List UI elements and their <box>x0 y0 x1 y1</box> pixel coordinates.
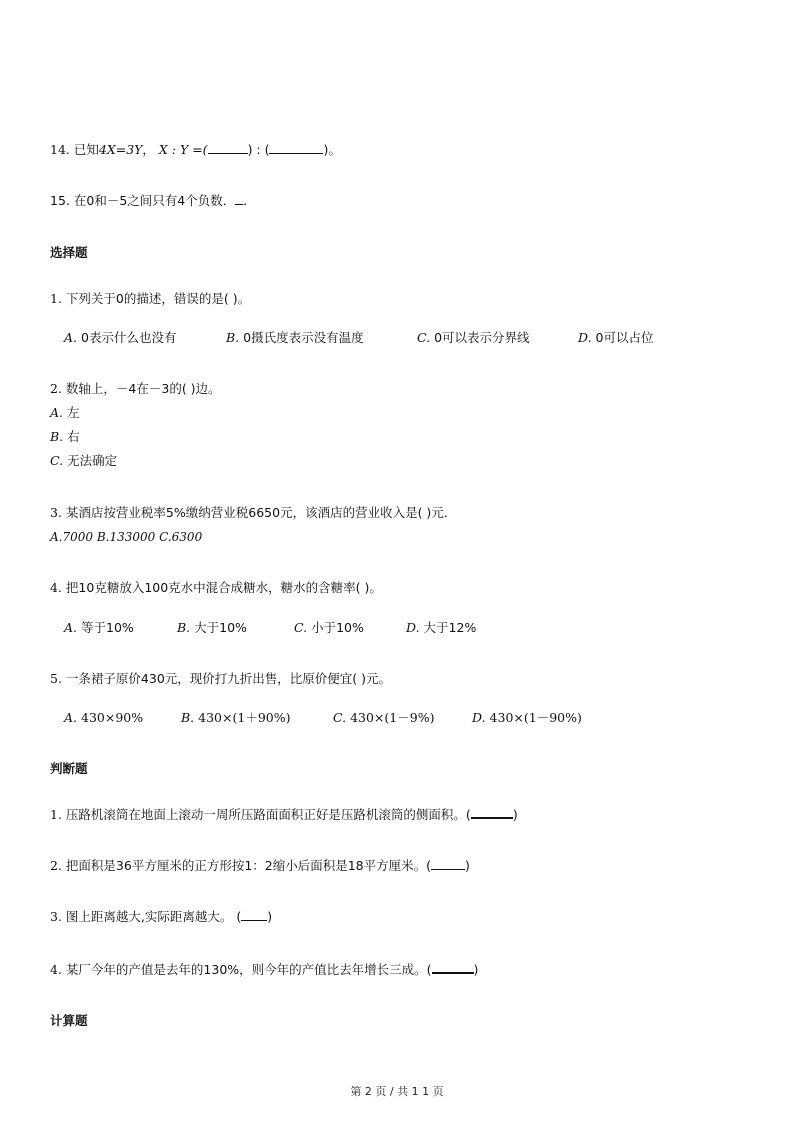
judge-question-2 <box>50 858 470 874</box>
section-title-calc: 计算题 <box>50 1013 88 1028</box>
question-text: 把10克糖放入100克水中混合成糖水，糖水的含糖率( )。 <box>65 580 382 595</box>
question-number: 1. <box>50 291 62 306</box>
choice-question-1 <box>50 291 250 307</box>
question-number: 4. <box>50 580 62 595</box>
question-number: 2. <box>50 381 62 396</box>
option-a[interactable] <box>50 405 80 421</box>
option-letter: C. <box>50 453 64 468</box>
option-text: 0可以表示分界线 <box>434 330 530 345</box>
question-text: 数轴上，－4在－3的( )边。 <box>65 381 221 396</box>
choice-question-2 <box>50 381 221 397</box>
option-text: 0表示什么也没有 <box>81 330 177 345</box>
ratio-end: )。 <box>323 142 341 157</box>
option-letter: D. <box>578 330 592 345</box>
option-text: 430×(1＋90%) <box>198 710 291 725</box>
question-end: ) <box>473 962 479 977</box>
option-text: 大于12% <box>423 620 477 635</box>
question-end: ) <box>512 807 518 822</box>
answer-blank[interactable] <box>241 909 267 921</box>
question-text: 在0和－5之间只有4个负数． <box>73 193 236 208</box>
option-text: 小于10% <box>311 620 364 635</box>
option-letter: B. <box>226 330 240 345</box>
option-text: 左 <box>67 405 80 420</box>
question-number: 14. <box>50 142 70 157</box>
option-text: 无法确定 <box>67 453 118 468</box>
question-text: 某酒店按营业税率5%缴纳营业税6650元，该酒店的营业收入是( )元． <box>65 505 457 520</box>
option-letter: A. <box>50 405 64 420</box>
answer-blank[interactable] <box>208 142 248 154</box>
option-a[interactable] <box>64 330 176 346</box>
option-text: 0摄氏度表示没有温度 <box>243 330 364 345</box>
option-d[interactable] <box>406 620 476 636</box>
question-prefix: 已知 <box>73 142 99 157</box>
question-text: 图上距离越大,实际距离越大。 ( <box>65 909 242 924</box>
answer-blank[interactable] <box>431 858 465 870</box>
option-text: 430×(1－90%) <box>489 710 582 725</box>
judge-question-4 <box>50 961 478 978</box>
option-c[interactable] <box>333 710 434 726</box>
option-letter: C. <box>417 330 431 345</box>
option-letter: B. <box>181 710 195 725</box>
section-title-choice: 选择题 <box>50 245 88 260</box>
option-d[interactable] <box>578 330 654 346</box>
question-number: 3. <box>50 909 62 924</box>
ratio-mid: ) : ( <box>247 142 270 157</box>
question-number: 3. <box>50 505 62 520</box>
judge-question-3 <box>50 909 272 925</box>
option-letter: A. <box>64 620 78 635</box>
option-text: 430×90% <box>81 710 144 725</box>
question-number: 15. <box>50 193 70 208</box>
question-number: 4. <box>50 962 62 977</box>
choice-question-5 <box>50 671 391 687</box>
option-b[interactable] <box>226 330 364 346</box>
answer-blank[interactable] <box>471 806 513 819</box>
section-title-judge: 判断题 <box>50 761 88 776</box>
question-number: 2. <box>50 858 62 873</box>
answer-blank[interactable] <box>432 961 474 974</box>
question-number: 1. <box>50 807 62 822</box>
option-text: 等于10% <box>81 620 134 635</box>
option-letter: A. <box>64 710 78 725</box>
option-text: 0可以占位 <box>595 330 654 345</box>
ratio-label: X : Y =( <box>158 142 208 157</box>
option-b[interactable] <box>181 710 290 726</box>
question-text: 把面积是36平方厘米的正方形按1：2缩小后面积是18平方厘米。( <box>65 858 432 873</box>
question-text: 压路机滚筒在地面上滚动一周所压路面面积正好是压路机滚筒的侧面积。( <box>65 807 471 822</box>
separator: ， <box>142 142 155 157</box>
option-c[interactable] <box>417 330 530 346</box>
option-a[interactable] <box>64 710 143 726</box>
page-footer: 第 2 页 / 共 1 1 页 <box>350 1085 444 1098</box>
option-letter: C. <box>333 710 347 725</box>
option-d[interactable] <box>472 710 582 726</box>
answer-blank[interactable] <box>269 142 323 154</box>
option-letter: D. <box>472 710 486 725</box>
question-text: 下列关于0的描述，错误的是( )。 <box>65 291 251 306</box>
option-letter: D. <box>406 620 420 635</box>
option-a[interactable] <box>64 620 134 636</box>
choice-question-4 <box>50 580 382 596</box>
question-text: 某厂今年的产值是去年的130%，则今年的产值比去年增长三成。( <box>65 962 432 977</box>
option-c[interactable] <box>294 620 364 636</box>
fill-question-15 <box>50 193 256 209</box>
choice-question-3 <box>50 505 456 521</box>
option-letter: B. <box>50 429 64 444</box>
option-text: 右 <box>67 429 80 444</box>
option-letter: C. <box>294 620 308 635</box>
option-letter: B. <box>177 620 191 635</box>
option-text: 430×(1－9%) <box>350 710 435 725</box>
question-text: 一条裙子原价430元，现价打九折出售，比原价便宜( )元。 <box>65 671 392 686</box>
option-b[interactable] <box>50 429 80 445</box>
question-end: ) <box>465 858 470 873</box>
option-b[interactable] <box>177 620 247 636</box>
option-letter: A. <box>64 330 78 345</box>
fill-question-14 <box>50 142 341 158</box>
question-number: 5. <box>50 671 62 686</box>
question-end: ． <box>243 193 256 208</box>
options-line[interactable]: A.7000 B.133000 C.6300 <box>50 530 203 544</box>
judge-question-1 <box>50 806 518 823</box>
option-c[interactable] <box>50 453 117 469</box>
question-end: ) <box>267 909 273 924</box>
equation: 4X=3Y <box>98 142 143 157</box>
option-text: 大于10% <box>194 620 247 635</box>
